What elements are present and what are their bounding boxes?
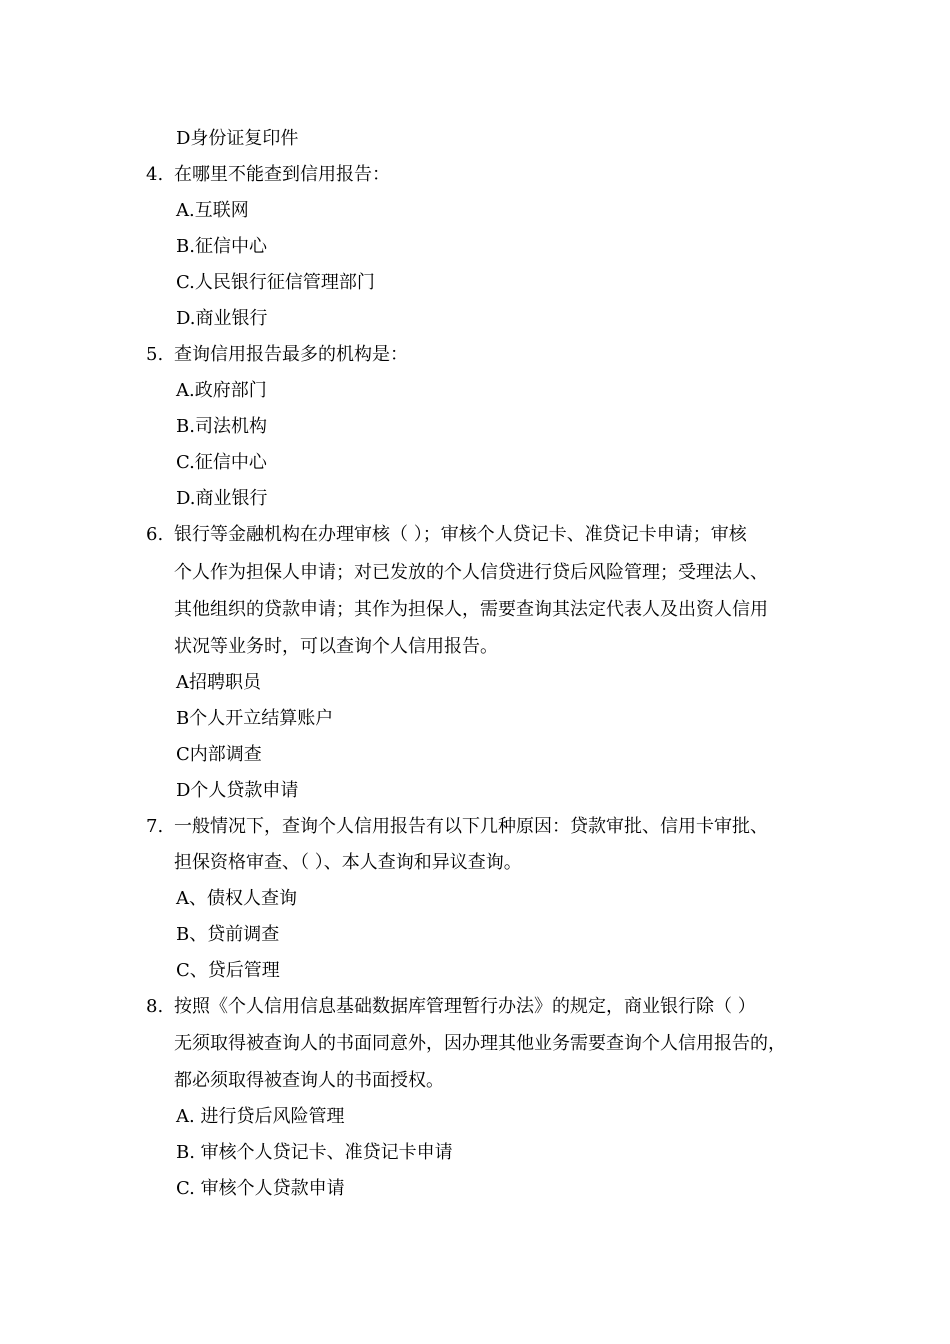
q5-text: 查询信用报告最多的机构是： — [174, 344, 408, 365]
q6-text-line-3: 其他组织的贷款申请；其作为担保人，需要查询其法定代表人及出资人信用 — [174, 599, 768, 620]
q8-option-b: B. 审核个人贷记卡、准贷记卡申请 — [176, 1142, 453, 1163]
q5-option-b: B.司法机构 — [176, 416, 267, 437]
q4-option-d: D.商业银行 — [176, 308, 268, 329]
q6-text-line-1: 银行等金融机构在办理审核（ ）；审核个人贷记卡、准贷记卡申请；审核 — [174, 524, 747, 545]
q6-option-b: B个人开立结算账户 — [176, 708, 334, 729]
q8-option-c: C. 审核个人贷款申请 — [176, 1178, 345, 1199]
q4-option-b: B.征信中心 — [176, 236, 267, 257]
q5-option-d: D.商业银行 — [176, 488, 268, 509]
q6-text-line-2: 个人作为担保人申请；对已发放的个人信贷进行贷后风险管理；受理法人、 — [174, 562, 768, 583]
q7-option-b: B、贷前调查 — [176, 924, 280, 945]
q4-option-a: A.互联网 — [176, 200, 249, 221]
q4-option-c: C.人民银行征信管理部门 — [176, 272, 375, 293]
q7-text-line-2: 担保资格审查、（ ）、本人查询和异议查询。 — [174, 852, 522, 873]
q8-text-line-2: 无须取得被查询人的书面同意外，因办理其他业务需要查询个人信用报告的， — [174, 1033, 786, 1054]
q5-option-c: C.征信中心 — [176, 452, 267, 473]
q6-option-d: D个人贷款申请 — [176, 780, 299, 801]
q8-text-line-1: 按照《个人信用信息基础数据库管理暂行办法》的规定，商业银行除（ ） — [174, 996, 756, 1017]
q4-number: 4. — [146, 164, 164, 185]
q7-option-a: A、债权人查询 — [176, 888, 297, 909]
q6-number: 6. — [146, 524, 164, 545]
q5-number: 5. — [146, 344, 164, 365]
q6-option-c: C内部调查 — [176, 744, 262, 765]
q8-text-line-3: 都必须取得被查询人的书面授权。 — [174, 1070, 444, 1091]
q4-text: 在哪里不能查到信用报告： — [174, 164, 390, 185]
q7-number: 7. — [146, 816, 164, 837]
q6-text-line-4: 状况等业务时，可以查询个人信用报告。 — [174, 636, 498, 657]
q3-option-d: D身份证复印件 — [176, 128, 299, 149]
q8-option-a: A. 进行贷后风险管理 — [176, 1106, 345, 1127]
q8-number: 8. — [146, 996, 164, 1017]
q6-option-a: A招聘职员 — [176, 672, 261, 693]
q5-option-a: A.政府部门 — [176, 380, 267, 401]
q7-text-line-1: 一般情况下，查询个人信用报告有以下几种原因：贷款审批、信用卡审批、 — [174, 816, 768, 837]
q7-option-c: C、贷后管理 — [176, 960, 280, 981]
